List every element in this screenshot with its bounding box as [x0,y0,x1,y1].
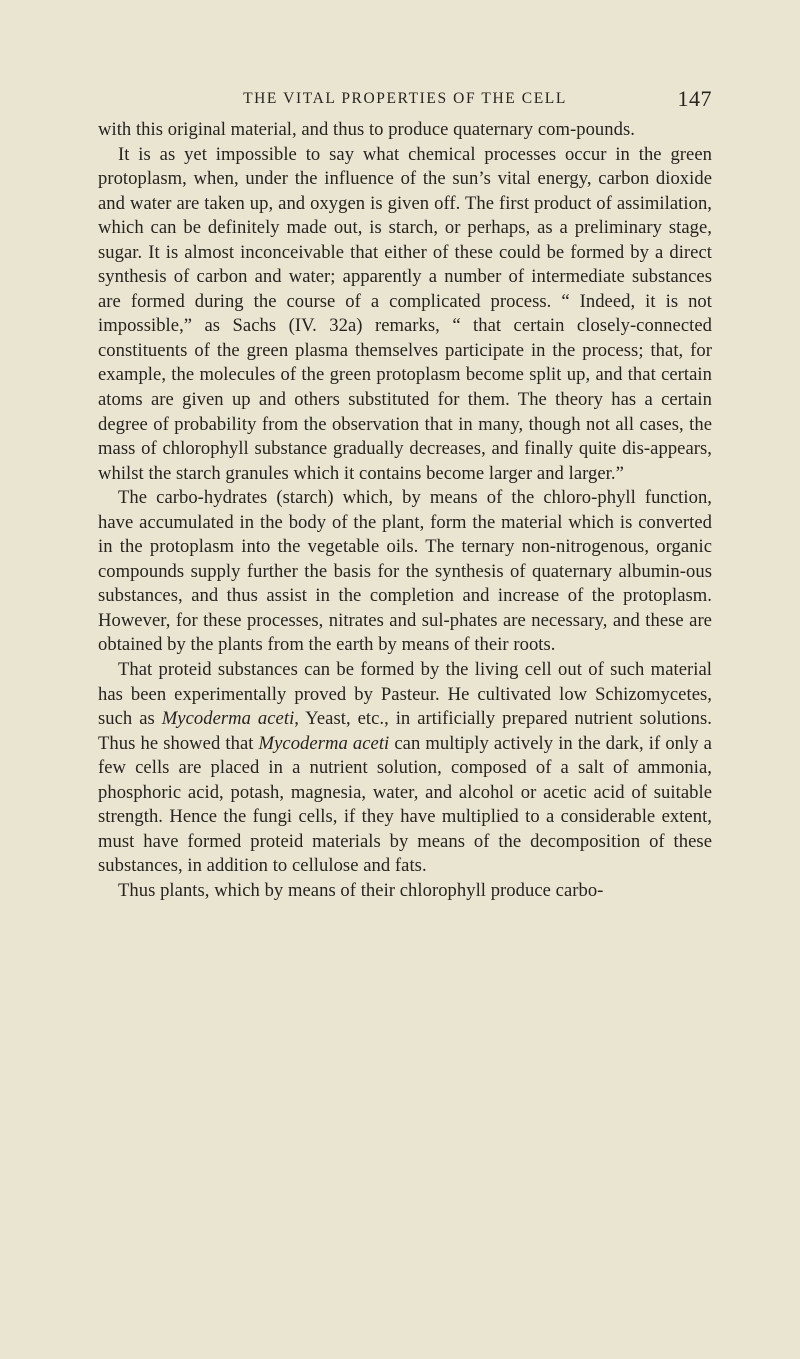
paragraph-proteid-synthesis [98,658,712,879]
paragraph-proteid-mid: , Yeast, etc., in artificially prepared nutrient solutions. Thus he showed that [98,708,712,754]
paragraph-final: Thus plants, which by means of their chlorophyll produce carbo- [118,879,604,901]
running-head [98,86,712,116]
species-name-italic: Mycoderma aceti [161,708,295,730]
page-number: 147 [677,86,712,111]
running-title: THE VITAL PROPERTIES OF THE CELL [243,90,567,107]
paragraph-proteid-pre: That proteid substances can be formed by the living cell out of such material has been experimentally proved by Pasteur. He cultivated low Schizomycetes, such as [98,659,712,730]
paragraph-assimilation: It is as yet impossible to say what chemical processes occur in the green protoplasm, when, under the influence of the sun’s vital energy, carbon dioxide and water are taken up, and oxygen is given off. The first product of assimilation, which can be definitely made out, is starch, or perhaps, as a preliminary stage, sugar. It is almost inconceivable that either of these could be formed by a direct synthesis of carbon and water; apparently a number of intermediate substances are formed during the course of a complicated process. “ Indeed, it is not impossible,” as Sachs (IV. 32a) remarks, “ that certain closely-connected constituents of the green plasma themselves participate in the process; that, for example, the molecules of the green protoplasm become split up, and that certain atoms are given up and others substituted for them. The theory has a certain degree of probability from the observation that in many, though not all cases, the mass of chlorophyll substance gradually decreases, and finally quite dis-appears, whilst the starch granules which it contains become larger and larger.” [98,143,712,484]
species-name-italic: Mycoderma aceti [258,732,390,754]
body-text [98,118,712,904]
paragraph-proteid-post: can multiply actively in the dark, if only a few cells are placed in a nutrient solution, composed of a salt of ammonia, phosphoric acid, potash, magnesia, water, and alcohol or acetic acid of suitable strength. Hence the fungi cells, if they have multiplied to a considerable extent, must have formed proteid materials by means of the decomposition of these substances, in addition to cellulose and fats. [98,732,712,877]
paragraph-carbohydrates: The carbo-hydrates (starch) which, by means of the chloro-phyll function, have accumulated in the body of the plant, form the material which is converted in the protoplasm into the vegetable oils. The ternary non-nitrogenous, organic compounds supply further the basis for the synthesis of quaternary albumin-ous substances, and thus assist in the completion and increase of the protoplasm. However, for these processes, nitrates and sul-phates are necessary, and these are obtained by the plants from the earth by means of their roots. [98,487,712,656]
paragraph-continuation: with this original material, and thus to produce quaternary com-pounds. [98,119,635,140]
